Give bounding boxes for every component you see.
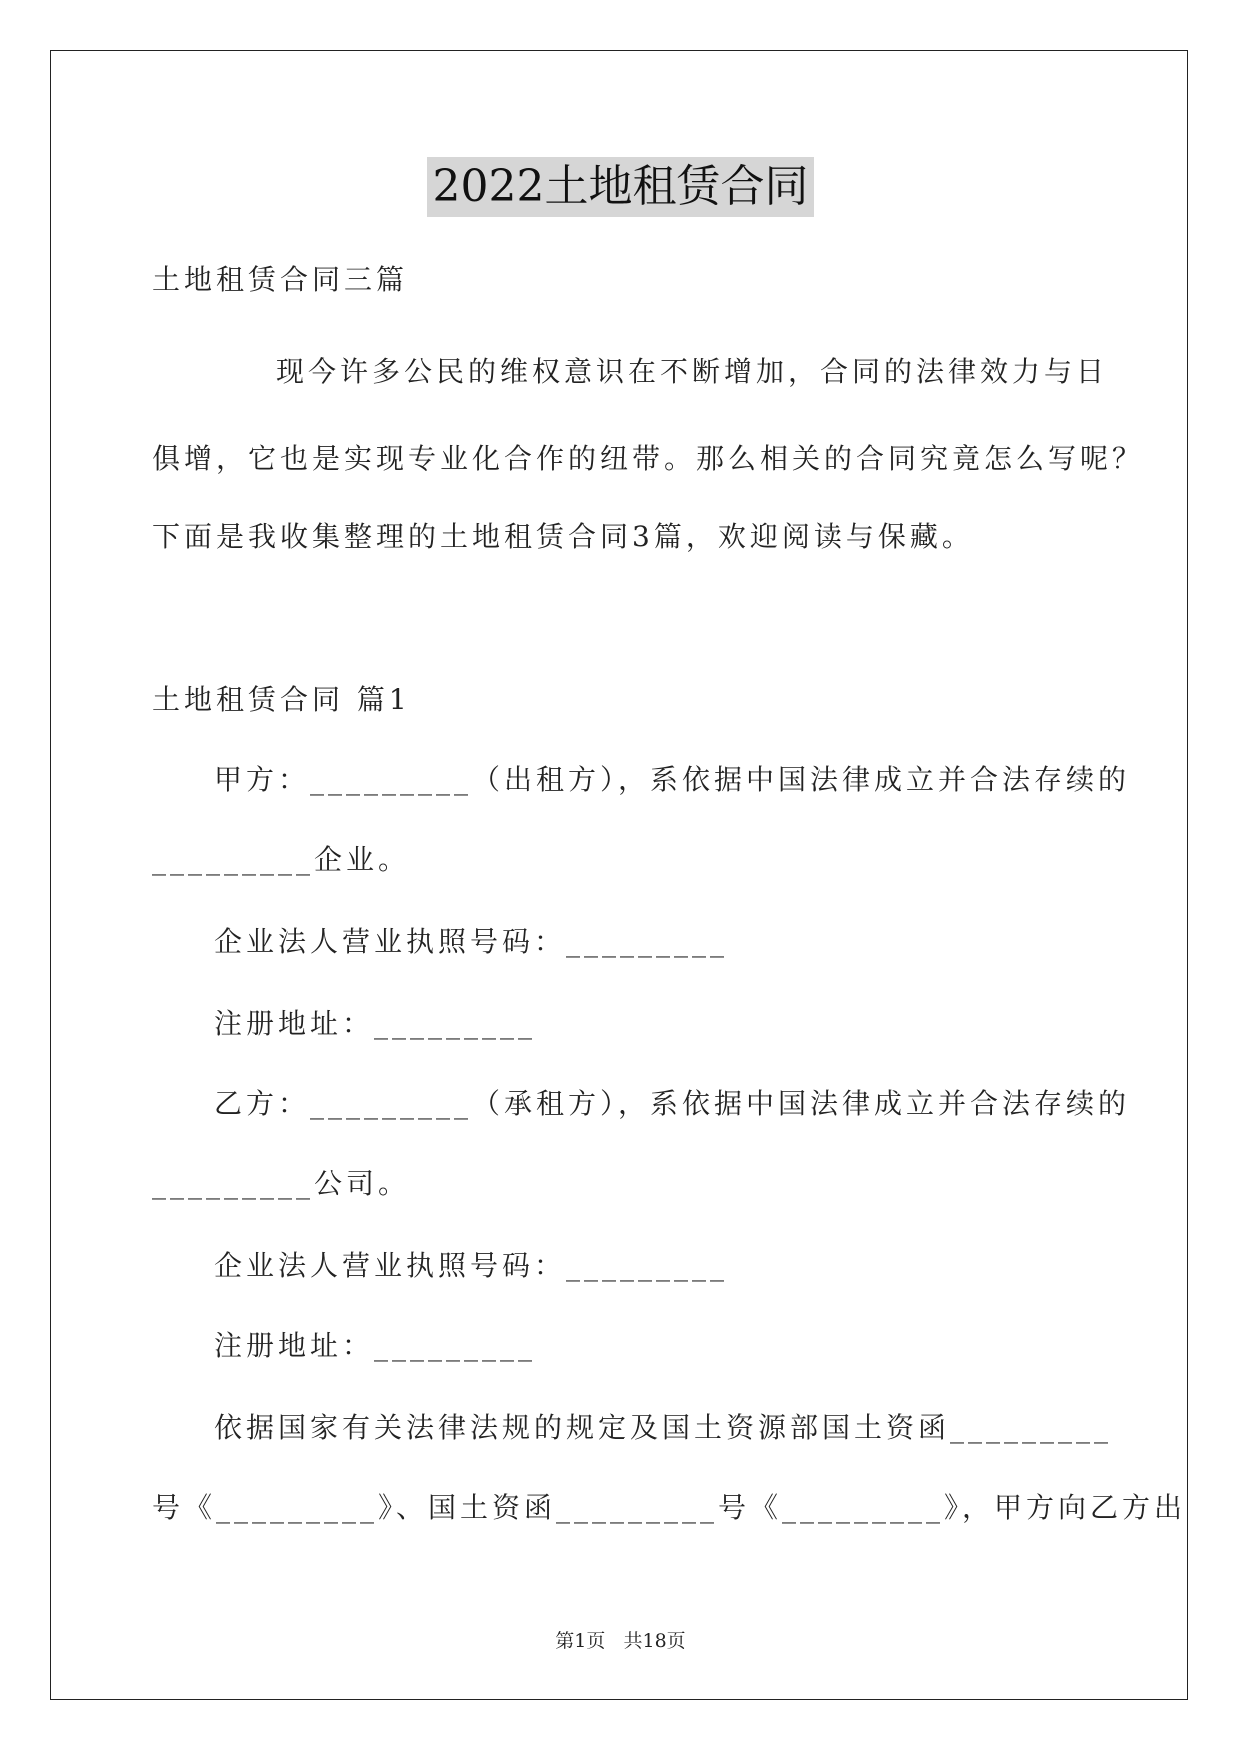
title-wrap <box>0 157 1241 217</box>
contract-heading: 土地租赁合同 篇1 <box>152 683 411 716</box>
paragraph-line: _________企业。 <box>152 843 411 876</box>
paragraph-line: _________公司。 <box>152 1167 411 1200</box>
paragraph-line: 俱增，它也是实现专业化合作的纽带。那么相关的合同究竟怎么写呢？ <box>152 442 1145 475</box>
paragraph-line: 注册地址：_________ <box>214 1329 537 1362</box>
paragraph-line: 现今许多公民的维权意识在不断增加，合同的法律效力与日 <box>276 355 1109 388</box>
paragraph-line: 企业法人营业执照号码：_________ <box>214 925 729 958</box>
paragraph-line: 依据国家有关法律法规的规定及国土资源部国土资函_________ <box>214 1411 1113 1444</box>
document-title: 2022土地租赁合同 <box>427 157 815 217</box>
section-heading: 土地租赁合同三篇 <box>152 263 409 296</box>
page-footer: 第1页 共18页 <box>555 1630 686 1652</box>
paragraph-line: 乙方：_________（承租方），系依据中国法律成立并合法存续的 <box>214 1087 1131 1120</box>
paragraph-line: 注册地址：_________ <box>214 1007 537 1040</box>
paragraph-line: 甲方：_________（出租方），系依据中国法律成立并合法存续的 <box>214 763 1131 796</box>
paragraph-line: 号《_________》、国土资函_________号《_________》，甲方向乙方出 <box>152 1491 1187 1524</box>
paragraph-line: 企业法人营业执照号码：_________ <box>214 1249 729 1282</box>
paragraph-line: 下面是我收集整理的土地租赁合同3篇，欢迎阅读与保藏。 <box>152 520 974 553</box>
